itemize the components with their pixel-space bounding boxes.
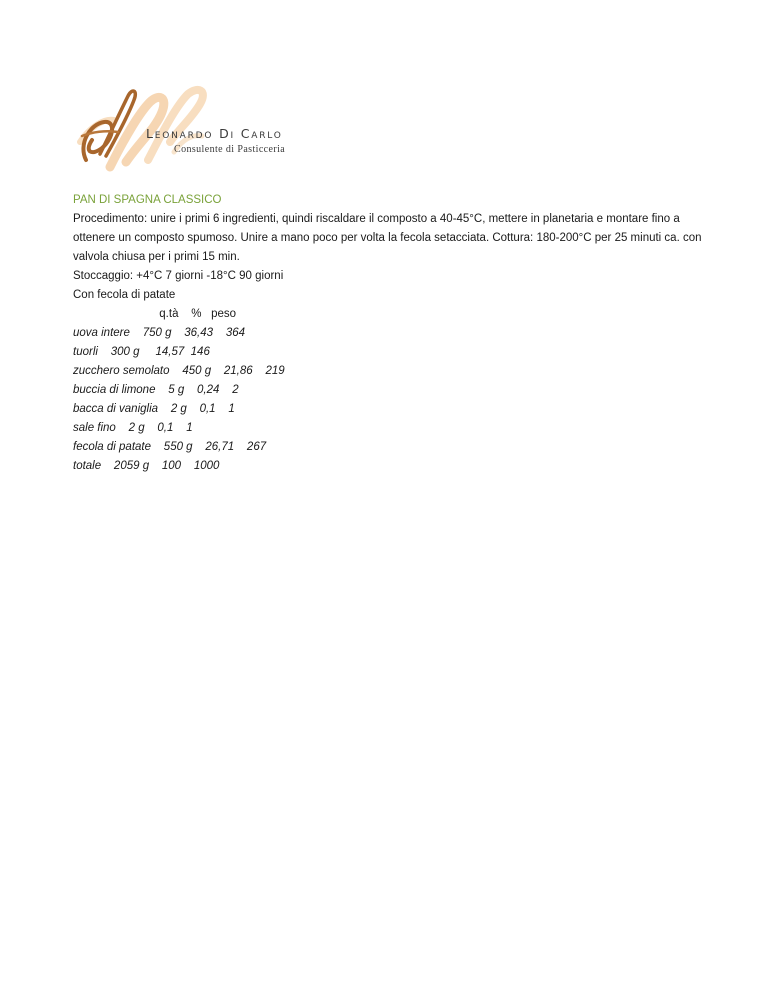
row-qty: 750 g <box>142 327 172 339</box>
row-qty: 2 g <box>170 403 187 415</box>
table-row <box>73 362 713 381</box>
header-weight: peso <box>211 308 237 320</box>
procedure-text: Procedimento: unire i primi 6 ingredienti, quindi riscaldare il composto a 40-45°C, mettere in planetaria e montare fino a ottenere un composto spumoso. Unire a mano poco per volta la fecola setacciata. Cottura: 180-200°C per 25 minuti ca. con valvola chiusa per i primi 15 min. <box>73 213 702 263</box>
row-qty: 300 g <box>110 346 140 358</box>
row-pct: 0,1 <box>199 403 216 415</box>
row-pct: 14,57 <box>155 346 185 358</box>
table-row-total <box>73 457 713 476</box>
table-row <box>73 381 713 400</box>
row-name: uova intere <box>73 327 130 339</box>
row-name: bacca di vaniglia <box>73 403 159 415</box>
row-pct: 36,43 <box>184 327 214 339</box>
table-row <box>73 438 713 457</box>
row-weight: 1000 <box>193 460 220 472</box>
table-row <box>73 419 713 438</box>
storage-text: Stoccaggio: +4°C 7 giorni -18°C 90 giorni <box>73 270 284 282</box>
row-name: tuorli <box>73 346 98 358</box>
row-name: totale <box>73 460 102 472</box>
row-weight: 219 <box>265 365 285 377</box>
row-name: fecola di patate <box>73 441 152 453</box>
row-pct: 0,1 <box>157 422 174 434</box>
row-weight: 146 <box>190 346 210 358</box>
row-name: zucchero semolato <box>73 365 170 377</box>
row-qty: 2059 g <box>113 460 150 472</box>
recipe-title: PAN DI SPAGNA CLASSICO <box>73 194 222 206</box>
row-qty: 2 g <box>128 422 145 434</box>
row-weight: 267 <box>246 441 267 453</box>
row-weight: 1 <box>186 422 193 434</box>
row-weight: 2 <box>232 384 239 396</box>
row-name: sale fino <box>73 422 116 434</box>
recipe <box>73 191 713 476</box>
row-pct: 0,24 <box>197 384 220 396</box>
table-header <box>73 305 713 324</box>
logo-name: Leonardo Di Carlo <box>146 126 283 141</box>
table-row <box>73 324 713 343</box>
row-name: buccia di limone <box>73 384 156 396</box>
row-pct: 100 <box>161 460 182 472</box>
variant-text: Con fecola di patate <box>73 289 176 301</box>
row-pct: 21,86 <box>223 365 253 377</box>
row-weight: 1 <box>228 403 235 415</box>
row-qty: 5 g <box>168 384 185 396</box>
header-qty: q.tà <box>159 308 179 320</box>
logo <box>70 82 310 177</box>
row-pct: 26,71 <box>205 441 235 453</box>
table-row <box>73 343 713 362</box>
header-pct: % <box>191 308 202 320</box>
row-qty: 450 g <box>182 365 212 377</box>
table-row <box>73 400 713 419</box>
logo-subtitle: Consulente di Pasticceria <box>174 144 286 155</box>
row-weight: 364 <box>225 327 245 339</box>
row-qty: 550 g <box>163 441 193 453</box>
